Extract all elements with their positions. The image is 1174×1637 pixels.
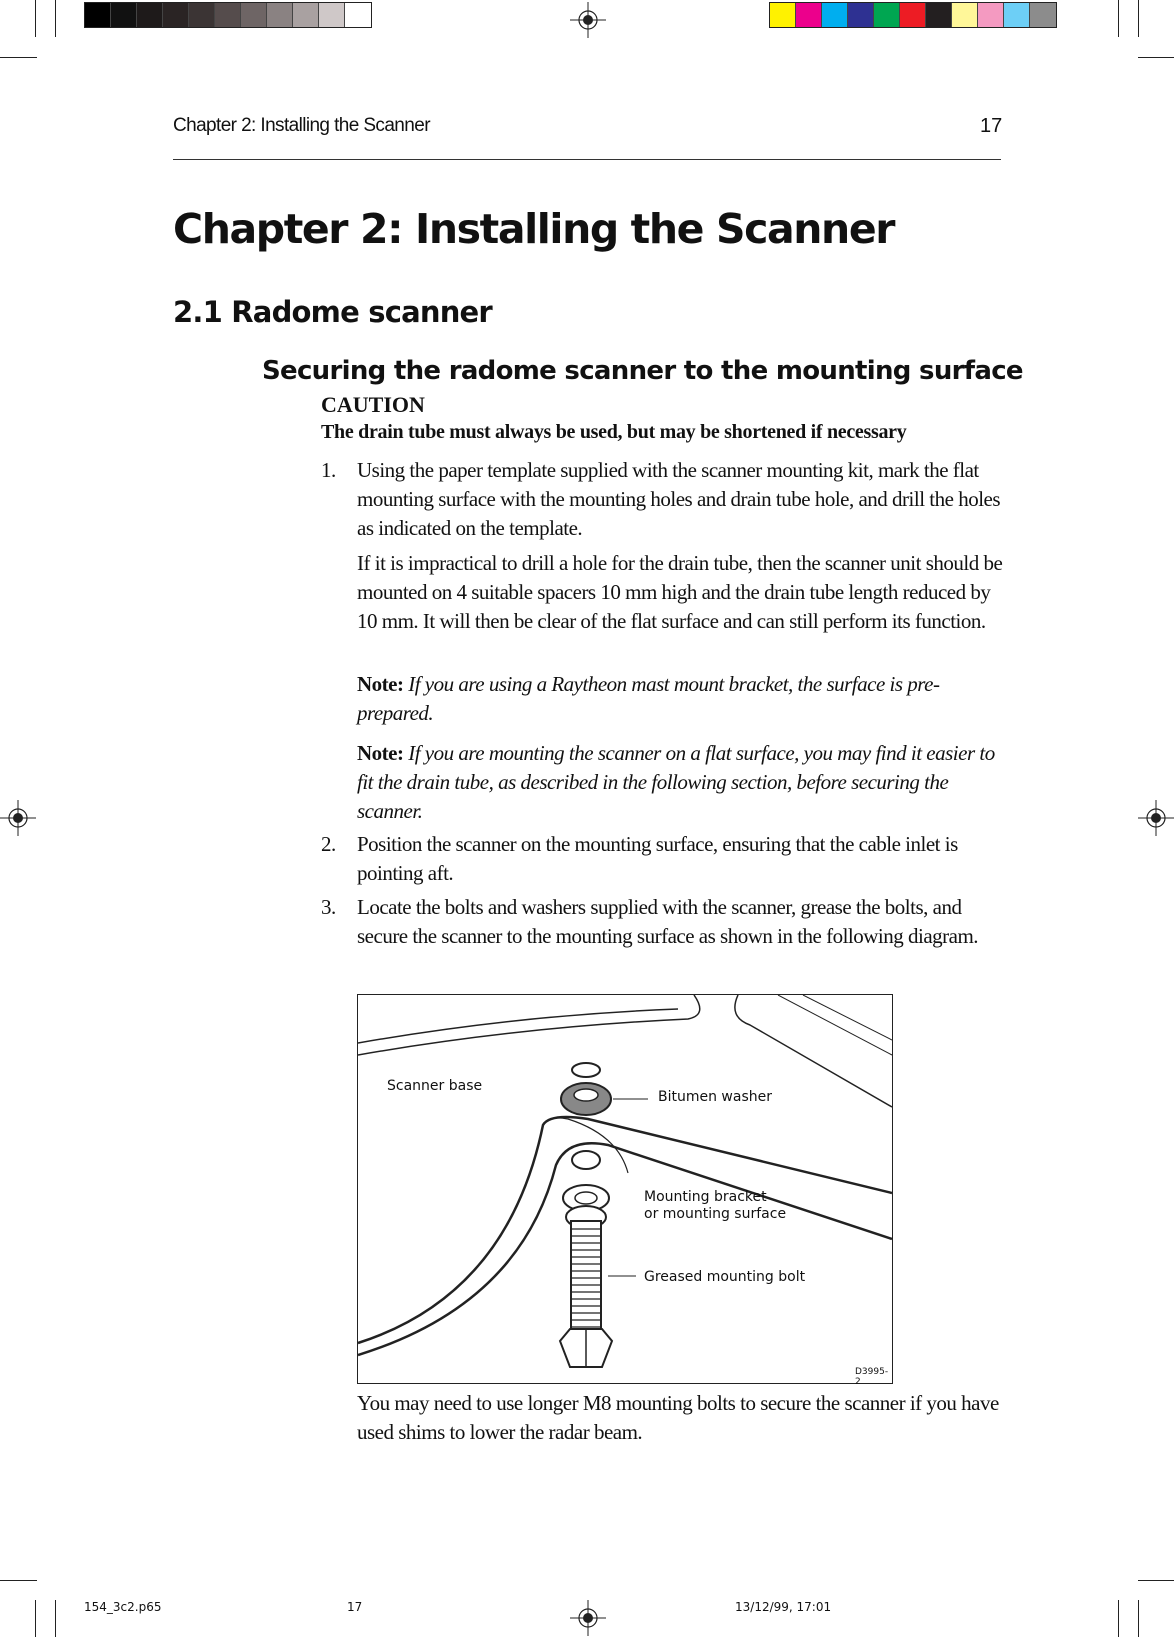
- registration-mark-bottom: [570, 1600, 606, 1636]
- crop-mark: [35, 0, 36, 37]
- mounting-diagram: [357, 994, 893, 1387]
- color-swatch: [900, 3, 926, 27]
- gray-swatch: [267, 3, 293, 27]
- gray-swatch: [189, 3, 215, 27]
- slug-filename: 154_3c2.p65: [84, 1600, 162, 1614]
- mounting-diagram-drawing: [358, 995, 892, 1383]
- crop-mark: [1138, 1600, 1139, 1637]
- color-swatch: [952, 3, 978, 27]
- note-label: Note:: [357, 672, 404, 696]
- color-swatch: [926, 3, 952, 27]
- color-swatch: [822, 3, 848, 27]
- label-greased-bolt: Greased mounting bolt: [644, 1269, 806, 1285]
- note-flat-surface: [357, 739, 1007, 826]
- label-mounting-bracket: Mounting bracket: [644, 1189, 767, 1205]
- note-text: If you are using a Raytheon mast mount bracket, the surface is pre-prepared.: [357, 672, 940, 725]
- running-head: Chapter 2: Installing the Scanner: [173, 115, 430, 136]
- header-rule: [173, 159, 1001, 160]
- gray-swatch: [163, 3, 189, 27]
- step-number: 1.: [321, 458, 336, 482]
- label-mounting-surface: or mounting surface: [644, 1206, 787, 1222]
- slug-datetime: 13/12/99, 17:01: [735, 1600, 832, 1614]
- color-swatch: [848, 3, 874, 27]
- crop-mark: [55, 0, 56, 37]
- gray-swatch: [293, 3, 319, 27]
- page-number: 17: [980, 115, 1003, 137]
- crop-mark: [0, 1580, 37, 1581]
- color-swatch: [978, 3, 1004, 27]
- note-mast-mount: [357, 670, 1007, 728]
- registration-mark-left: [0, 800, 36, 836]
- figure-code: D3995-2: [855, 1367, 889, 1387]
- step-1-paragraph: If it is impractical to drill a hole for the drain tube, then the scanner unit should be mounted on 4 suitable spacers 10 mm high and the drain tube length reduced by 10 mm. It will then be clear of the flat surface and can still perform its function.: [357, 551, 1003, 633]
- label-scanner-base: Scanner base: [387, 1078, 483, 1094]
- gray-swatch: [137, 3, 163, 27]
- registration-mark-right: [1138, 800, 1174, 836]
- crop-mark: [1138, 57, 1174, 58]
- color-swatch: [770, 3, 796, 27]
- gray-swatch: [215, 3, 241, 27]
- gray-swatch: [111, 3, 137, 27]
- crop-mark: [55, 1600, 56, 1637]
- crop-mark: [1138, 0, 1139, 37]
- crop-mark: [0, 57, 37, 58]
- step-text: Using the paper template supplied with the scanner mounting kit, mark the flat mounting surface with the mounting holes and drain tube hole, and drill the holes as indicated on the template.: [357, 458, 1001, 540]
- caution-title: CAUTION: [321, 392, 425, 417]
- color-swatch: [1030, 3, 1056, 27]
- crop-mark: [1138, 1580, 1174, 1581]
- gray-calibration-bar: [84, 2, 372, 28]
- gray-swatch: [345, 3, 371, 27]
- note-label: Note:: [357, 741, 404, 765]
- step-number: 3.: [321, 895, 336, 919]
- gray-swatch: [85, 3, 111, 27]
- step-text: Position the scanner on the mounting surface, ensuring that the cable inlet is pointing aft.: [357, 832, 958, 885]
- color-swatch: [874, 3, 900, 27]
- step-text: Locate the bolts and washers supplied with the scanner, grease the bolts, and secure the scanner to the mounting surface as shown in the following diagram.: [357, 895, 979, 948]
- closing-paragraph: You may need to use longer M8 mounting bolts to secure the scanner if you have used shims to lower the radar beam.: [357, 1391, 999, 1444]
- color-swatch: [796, 3, 822, 27]
- note-text: If you are mounting the scanner on a flat surface, you may find it easier to fit the drain tube, as described in the following section, before securing the scanner.: [357, 741, 995, 823]
- crop-mark: [35, 1600, 36, 1637]
- slug-page: 17: [347, 1600, 363, 1614]
- section-title: 2.1 Radome scanner: [173, 295, 492, 329]
- step-number: 2.: [321, 832, 336, 856]
- registration-mark-top: [570, 2, 606, 38]
- crop-mark: [1118, 1600, 1119, 1637]
- crop-mark: [1118, 0, 1119, 37]
- gray-swatch: [241, 3, 267, 27]
- gray-swatch: [319, 3, 345, 27]
- chapter-title: Chapter 2: Installing the Scanner: [173, 205, 895, 253]
- label-bitumen-washer: Bitumen washer: [658, 1089, 772, 1105]
- color-swatch: [1004, 3, 1030, 27]
- subsection-title: Securing the radome scanner to the mounting surface: [262, 356, 1023, 386]
- color-calibration-bar: [769, 2, 1057, 28]
- caution-text: The drain tube must always be used, but may be shortened if necessary: [321, 421, 907, 443]
